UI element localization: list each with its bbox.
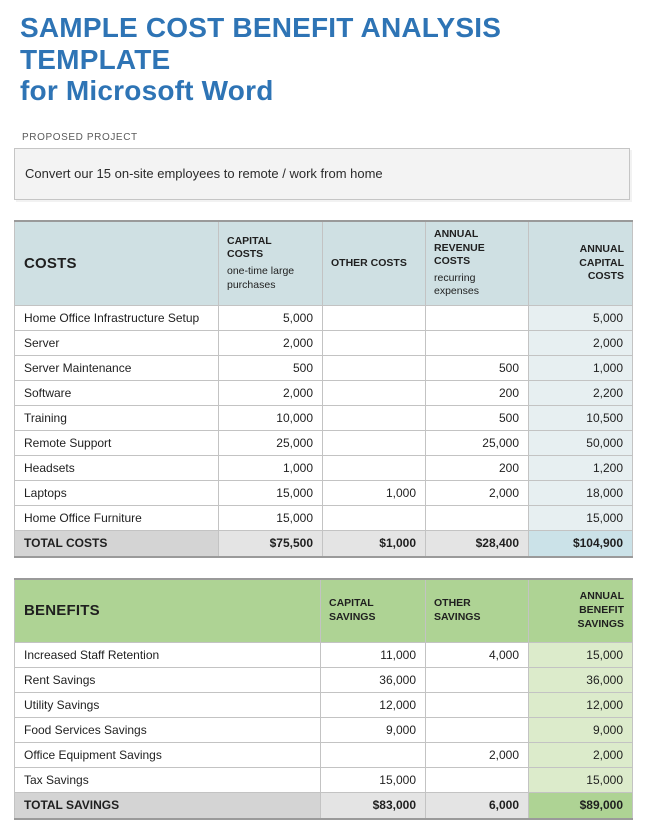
benefits-total-label: TOTAL SAVINGS — [15, 793, 321, 819]
benefit-capital-value — [321, 743, 426, 768]
benefits-col-annual-benefit-label: ANNUAL BENEFIT SAVINGS — [577, 590, 624, 630]
costs-col-annual-revenue-label: ANNUAL REVENUE COSTS — [434, 227, 485, 268]
cost-annual-capital-value: 50,000 — [529, 431, 633, 456]
costs-total-annual-revenue: $28,400 — [426, 531, 529, 557]
costs-col-capital-sub: one-time large purchases — [227, 264, 295, 291]
cost-annual-capital-value: 5,000 — [529, 306, 633, 331]
cost-annual-capital-value: 1,000 — [529, 356, 633, 381]
cost-annual-capital-value: 1,200 — [529, 456, 633, 481]
benefits-col-capital-label: CAPITAL SAVINGS — [329, 597, 376, 623]
cost-annual-capital-value: 2,200 — [529, 381, 633, 406]
benefit-other-value — [426, 768, 529, 793]
costs-total-row — [15, 531, 633, 557]
cost-annual-revenue-value: 2,000 — [426, 481, 529, 506]
benefits-col-capital — [321, 579, 426, 643]
benefit-annual-value: 12,000 — [529, 693, 633, 718]
cost-annual-capital-value: 15,000 — [529, 506, 633, 531]
page-title — [20, 12, 628, 107]
cost-item-label: Software — [15, 381, 219, 406]
cost-capital-value: 15,000 — [219, 506, 323, 531]
benefit-capital-value: 9,000 — [321, 718, 426, 743]
page-title-line2: for Microsoft Word — [20, 75, 274, 107]
table-row — [15, 356, 633, 381]
benefit-capital-value: 36,000 — [321, 668, 426, 693]
cost-item-label: Headsets — [15, 456, 219, 481]
costs-col-capital — [219, 221, 323, 306]
cost-annual-revenue-value — [426, 506, 529, 531]
benefits-table-header — [15, 579, 633, 643]
cost-other-value — [323, 331, 426, 356]
cost-annual-capital-value: 18,000 — [529, 481, 633, 506]
costs-col-other — [323, 221, 426, 306]
benefit-annual-value: 36,000 — [529, 668, 633, 693]
table-row — [15, 668, 633, 693]
cost-item-label: Laptops — [15, 481, 219, 506]
proposed-project-label: PROPOSED PROJECT — [22, 131, 138, 143]
benefit-item-label: Tax Savings — [15, 768, 321, 793]
cost-annual-capital-value: 2,000 — [529, 331, 633, 356]
cost-capital-value: 2,000 — [219, 331, 323, 356]
proposed-project-field[interactable] — [14, 148, 630, 200]
cost-capital-value: 5,000 — [219, 306, 323, 331]
benefits-total-other: 6,000 — [426, 793, 529, 819]
table-row — [15, 743, 633, 768]
costs-col-annual-capital-label: ANNUAL CAPITAL COSTS — [579, 243, 624, 283]
cost-other-value — [323, 456, 426, 481]
costs-total-other: $1,000 — [323, 531, 426, 557]
benefit-item-label: Office Equipment Savings — [15, 743, 321, 768]
cost-annual-revenue-value: 500 — [426, 356, 529, 381]
cost-other-value: 1,000 — [323, 481, 426, 506]
benefit-annual-value: 15,000 — [529, 643, 633, 668]
benefit-other-value: 2,000 — [426, 743, 529, 768]
costs-title: COSTS — [15, 221, 219, 306]
benefit-item-label: Increased Staff Retention — [15, 643, 321, 668]
page-title-line1: SAMPLE COST BENEFIT ANALYSIS TEMPLATE — [20, 12, 502, 75]
benefit-capital-value: 11,000 — [321, 643, 426, 668]
table-row — [15, 643, 633, 668]
cost-capital-value: 25,000 — [219, 431, 323, 456]
benefit-capital-value: 15,000 — [321, 768, 426, 793]
costs-col-capital-label: CAPITAL COSTS — [227, 234, 272, 261]
cost-capital-value: 500 — [219, 356, 323, 381]
cost-annual-capital-value: 10,500 — [529, 406, 633, 431]
benefit-annual-value: 9,000 — [529, 718, 633, 743]
cost-other-value — [323, 406, 426, 431]
cost-other-value — [323, 306, 426, 331]
benefit-annual-value: 2,000 — [529, 743, 633, 768]
costs-col-annual-revenue — [426, 221, 529, 306]
benefits-total-annual: $89,000 — [529, 793, 633, 819]
benefits-col-other-label: OTHER SAVINGS — [434, 597, 481, 623]
cost-other-value — [323, 381, 426, 406]
cost-item-label: Remote Support — [15, 431, 219, 456]
benefit-other-value: 4,000 — [426, 643, 529, 668]
cost-capital-value: 15,000 — [219, 481, 323, 506]
cost-other-value — [323, 356, 426, 381]
table-row — [15, 306, 633, 331]
benefit-annual-value: 15,000 — [529, 768, 633, 793]
benefit-item-label: Food Services Savings — [15, 718, 321, 743]
table-row — [15, 406, 633, 431]
cost-annual-revenue-value — [426, 306, 529, 331]
cost-capital-value: 2,000 — [219, 381, 323, 406]
benefit-other-value — [426, 693, 529, 718]
benefits-table — [14, 578, 633, 820]
table-row — [15, 768, 633, 793]
table-row — [15, 506, 633, 531]
benefit-other-value — [426, 668, 529, 693]
table-row — [15, 331, 633, 356]
benefits-total-capital: $83,000 — [321, 793, 426, 819]
benefits-table-body — [15, 643, 633, 819]
costs-table-header — [15, 221, 633, 306]
cost-other-value — [323, 506, 426, 531]
table-row — [15, 693, 633, 718]
cost-annual-revenue-value: 200 — [426, 456, 529, 481]
cost-item-label: Home Office Furniture — [15, 506, 219, 531]
benefit-other-value — [426, 718, 529, 743]
benefits-title: BENEFITS — [15, 579, 321, 643]
table-row — [15, 481, 633, 506]
costs-total-capital: $75,500 — [219, 531, 323, 557]
benefits-col-other — [426, 579, 529, 643]
costs-col-other-label: OTHER COSTS — [331, 256, 407, 269]
table-row — [15, 718, 633, 743]
costs-col-annual-revenue-sub: recurring expenses — [434, 271, 479, 298]
proposed-project-value: Convert our 15 on-site employees to remote / work from home — [25, 166, 383, 182]
benefits-total-row — [15, 793, 633, 819]
cost-item-label: Server — [15, 331, 219, 356]
benefit-item-label: Rent Savings — [15, 668, 321, 693]
table-row — [15, 431, 633, 456]
costs-table — [14, 220, 633, 558]
cost-annual-revenue-value: 200 — [426, 381, 529, 406]
costs-total-annual-capital: $104,900 — [529, 531, 633, 557]
costs-col-annual-capital — [529, 221, 633, 306]
benefit-item-label: Utility Savings — [15, 693, 321, 718]
cost-item-label: Training — [15, 406, 219, 431]
costs-total-label: TOTAL COSTS — [15, 531, 219, 557]
benefit-capital-value: 12,000 — [321, 693, 426, 718]
cost-annual-revenue-value: 500 — [426, 406, 529, 431]
cost-other-value — [323, 431, 426, 456]
cost-item-label: Server Maintenance — [15, 356, 219, 381]
cost-item-label: Home Office Infrastructure Setup — [15, 306, 219, 331]
cost-annual-revenue-value: 25,000 — [426, 431, 529, 456]
table-row — [15, 381, 633, 406]
benefits-col-annual-benefit — [529, 579, 633, 643]
cost-annual-revenue-value — [426, 331, 529, 356]
document-page — [0, 12, 646, 826]
cost-capital-value: 1,000 — [219, 456, 323, 481]
table-row — [15, 456, 633, 481]
costs-table-body — [15, 306, 633, 557]
cost-capital-value: 10,000 — [219, 406, 323, 431]
